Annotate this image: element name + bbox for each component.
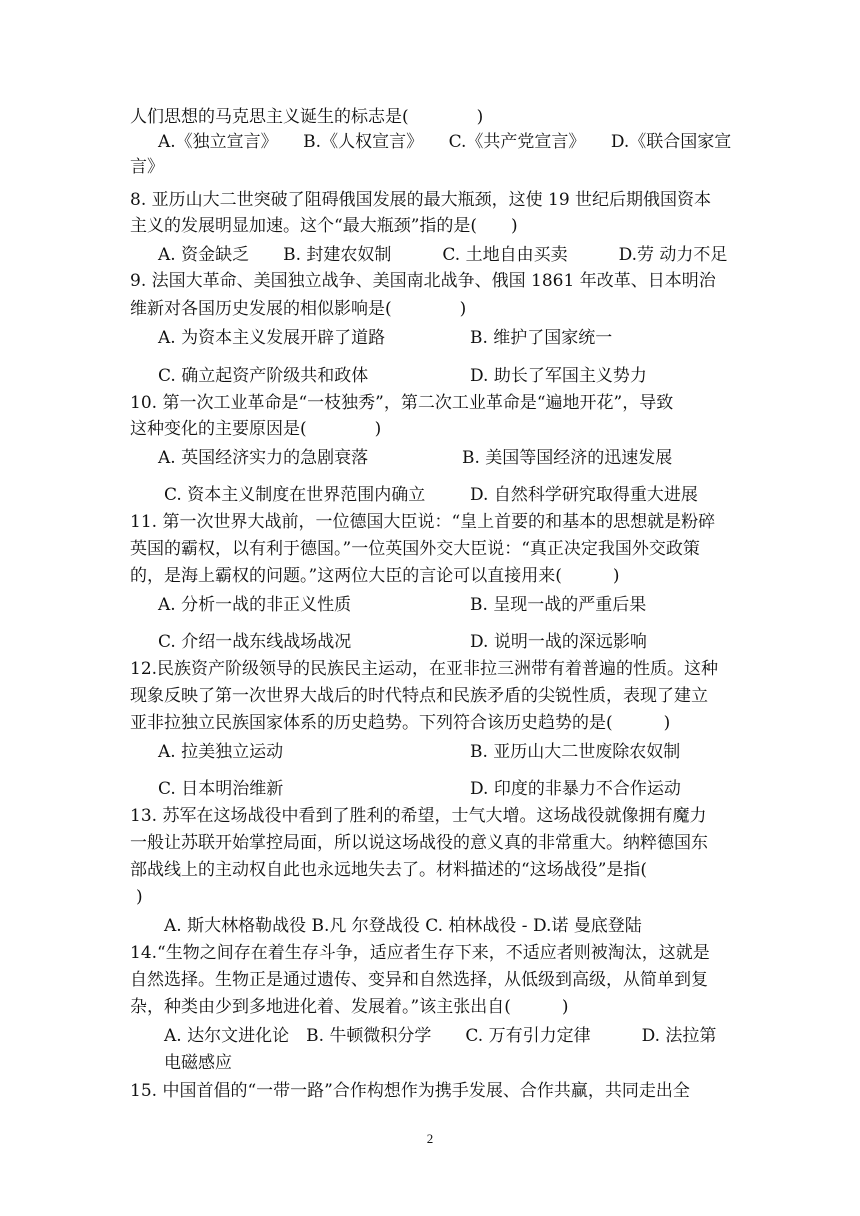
question-9-stem-line-1: 9. 法国大革命、美国独立战争、美国南北战争、俄国 1861 年改革、日本明治 (130, 271, 716, 291)
question-11-stem-line-1: 11. 第一次世界大战前，一位德国大臣说：“皇上首要的和基本的思想就是粉碎 (130, 512, 716, 532)
question-9-option-c: C. 确立起资产阶级共和政体 (158, 366, 369, 386)
question-11-option-b: B. 呈现一战的严重后果 (470, 595, 647, 615)
question-14-stem-line-3: 杂，种类由少到多地进化着、发展着。”该主张出自( ) (130, 997, 569, 1017)
question-10-option-c: C. 资本主义制度在世界范围内确立 (164, 485, 426, 505)
question-12-stem-line-2: 现象反映了第一次世界大战后的时代特点和民族矛盾的尖锐性质，表现了建立 (130, 686, 708, 706)
question-9-option-b: B. 维护了国家统一 (470, 328, 613, 348)
page-number: 2 (426, 1131, 434, 1146)
question-15-stem-line-1: 15. 中国首倡的“一带一路”合作构想作为携手发展、合作共赢，共同走出全 (130, 1081, 690, 1101)
question-14-stem-line-1: 14.“生物之间存在着生存斗争，适应者生存下来，不适应者则被淘汰，这就是 (130, 943, 710, 963)
question-7-stem-end: 人们思想的马克思主义诞生的标志是( ) (130, 107, 484, 127)
question-7-options-wrap: 言》 (130, 157, 164, 177)
question-12-option-c: C. 日本明治维新 (158, 779, 284, 799)
question-12-option-b: B. 亚历山大二世废除农奴制 (470, 742, 681, 762)
question-10-option-b: B. 美国等国经济的迅速发展 (462, 448, 673, 468)
question-11-stem-line-2: 英国的霸权，以有利于德国。”一位英国外交大臣说：“真正决定我国外交政策 (130, 539, 700, 559)
question-9-option-d: D. 助长了军国主义势力 (470, 366, 647, 386)
question-13-stem-line-2: 一般让苏联开始掌控局面，所以说这场战役的意义真的非常重大。纳粹德国东 (130, 833, 708, 853)
question-14-options: A. 达尔文进化论 B. 牛顿微积分学 C. 万有引力定律 D. 法拉第 (164, 1026, 717, 1046)
question-10-stem-line-2: 这种变化的主要原因是( ) (130, 419, 382, 439)
question-11-stem-line-3: 的，是海上霸权的问题。”这两位大臣的言论可以直接用来( ) (130, 566, 620, 586)
question-11-option-a: A. 分析一战的非正义性质 (158, 595, 352, 615)
question-8-options: A. 资金缺乏 B. 封建农奴制 C. 土地自由买卖 D.劳 动力不足 (158, 245, 728, 265)
question-14-stem-line-2: 自然选择。生物正是通过遗传、变异和自然选择，从低级到高级，从简单到复 (130, 970, 708, 990)
question-12-option-a: A. 拉美独立运动 (158, 742, 284, 762)
question-13-stem-line-3: 部战线上的主动权自此也永远地失去了。材料描述的“这场战役”是指( (130, 860, 648, 880)
question-11-option-c: C. 介绍一战东线战场战况 (158, 632, 352, 652)
question-8-stem-line-1: 8. 亚历山大二世突破了阻碍俄国发展的最大瓶颈，这使 19 世纪后期俄国资本 (130, 190, 712, 210)
question-10-option-d: D. 自然科学研究取得重大进展 (470, 485, 698, 505)
question-14-options-wrap: 电磁感应 (164, 1053, 232, 1073)
question-10-option-a: A. 英国经济实力的急剧衰落 (158, 448, 369, 468)
question-10-stem-line-1: 10. 第一次工业革命是“一枝独秀”，第二次工业革命是“遍地开花”，导致 (130, 393, 674, 413)
question-12-option-d: D. 印度的非暴力不合作运动 (470, 779, 681, 799)
question-13-stem-line-4: ) (136, 887, 143, 907)
question-12-stem-line-3: 亚非拉独立民族国家体系的历史趋势。下列符合该历史趋势的是( ) (130, 713, 671, 733)
question-13-options: A. 斯大林格勒战役 B.凡 尔登战役 C. 柏林战役 - D.诺 曼底登陆 (164, 916, 642, 936)
question-9-stem-line-2: 维新对各国历史发展的相似影响是( ) (130, 299, 467, 319)
question-7-options: A.《独立宣言》 B.《人权宣言》 C.《共产党宣言》 D.《联合国家宣 (158, 132, 732, 152)
question-11-option-d: D. 说明一战的深远影响 (470, 632, 647, 652)
question-9-option-a: A. 为资本主义发展开辟了道路 (158, 328, 386, 348)
question-13-stem-line-1: 13. 苏军在这场战役中看到了胜利的希望，士气大增。这场战役就像拥有魔力 (130, 806, 707, 826)
question-12-stem-line-1: 12.民族资产阶级领导的民族民主运动，在亚非拉三洲带有着普遍的性质。这种 (130, 659, 719, 679)
question-8-stem-line-2: 主义的发展明显加速。这个“最大瓶颈”指的是( ) (130, 216, 518, 236)
